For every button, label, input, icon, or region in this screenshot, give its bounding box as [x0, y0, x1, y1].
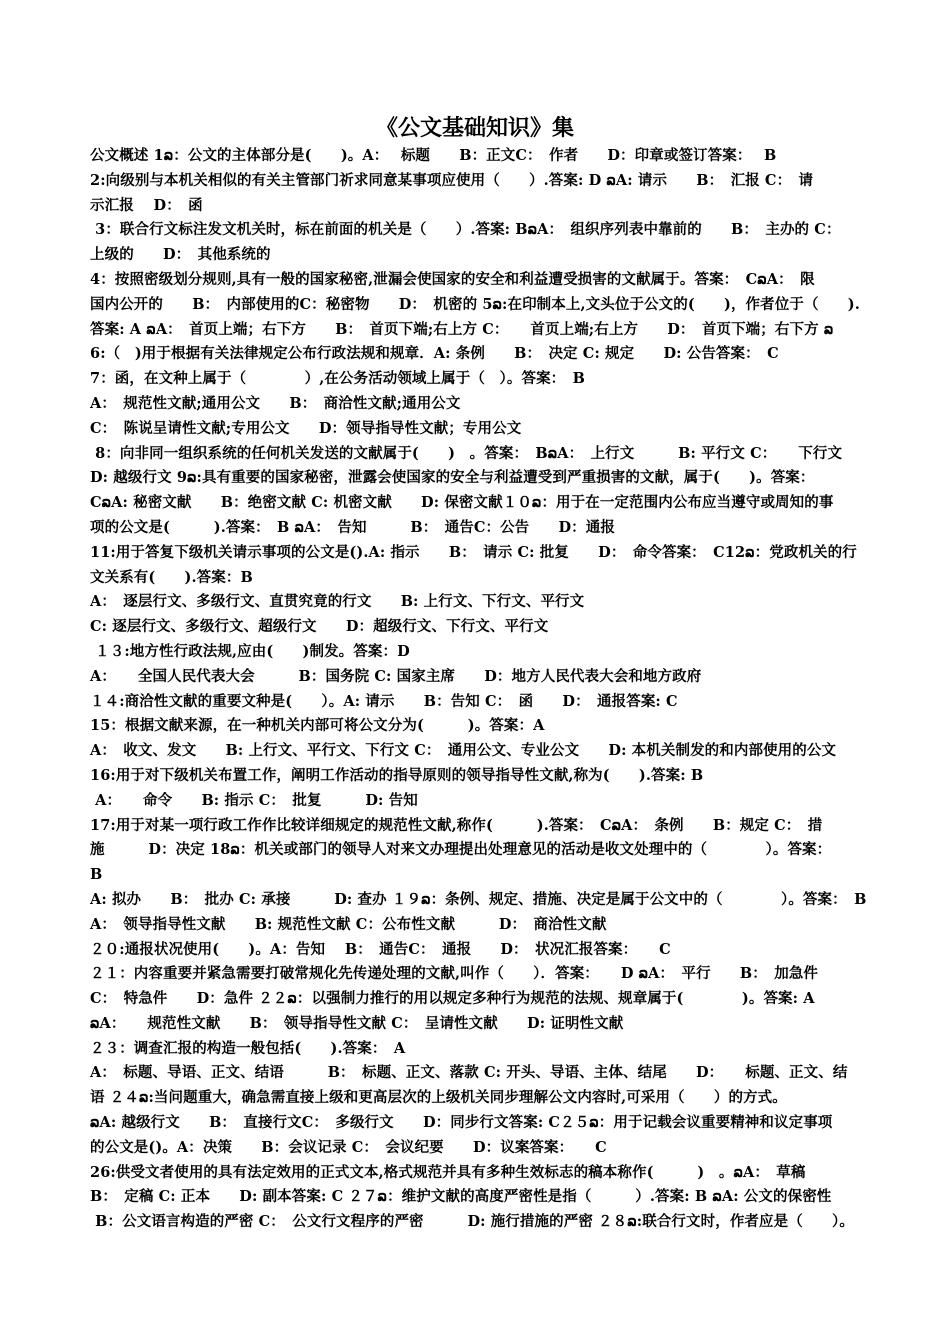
document-line: 4：按照密级划分规则,具有一般的国家秘密,泄漏会使国家的安全和利益遭受损害的文献属于。答案： CລA： 限	[90, 270, 815, 288]
document-line: A： 命令 B: 指示 C： 批复 D: 告知	[90, 791, 418, 809]
document-line: 7：函，在文种上属于（ ）,在公务活动领域上属于（ ）。答案： B	[90, 370, 585, 388]
document-line: 16:用于对下级机关布置工作，阐明工作活动的指导原则的领导指导性文献,称为( ).答案: B	[90, 766, 704, 784]
document-body	[90, 144, 908, 1235]
document-line: A： 规范性文献;通用公文 B： 商洽性文献;通用公文	[90, 394, 461, 412]
document-line: 11:用于答复下级机关请示事项的公文是().A: 指示 B： 请示 C: 批复 D： 命令答案： C12ລ：党政机关的行	[90, 543, 857, 561]
document-line: 项的公文是( ).答案： B ລA： 告知 B： 通告C：公告 D：通报	[90, 518, 615, 536]
document-line: A： 标题、导语、正文、结语 B： 标题、正文、落款 C: 开头、导语、主体、结尾 D： 标题、正文、结	[90, 1064, 848, 1082]
document-line: 文关系有( ).答案：B	[90, 568, 253, 586]
document-line: １４:商洽性文献的重要文种是( ）。A: 请示 B：告知 C： 函 D： 通报答案: C	[90, 692, 678, 710]
document-line: C： 陈说呈请性文献;专用公文 D：领导指导性文献；专用公文	[90, 419, 522, 437]
document-line: 6:（ )用于根据有关法律规定公布行政法规和规章．A: 条例 B： 决定 C: 规定 D: 公告答案： C	[90, 345, 779, 363]
document-line: 的公文是()。A：决策 B：会议记录 C： 会议纪要 D：议案答案： C	[90, 1138, 607, 1156]
document-title: 《公文基础知识》集	[375, 115, 574, 141]
document-line: B	[90, 866, 103, 884]
document-line: 答案: A ລA： 首页上端；右下方 B： 首页下端;右上方 C： 首页上端;右上方 D： 首页下端；右下方 ລ	[90, 320, 834, 338]
document-line: 3：联合行文标注发文机关时，标在前面的机关是（ ）.答案: BລA： 组织序列表中靠前的 B： 主办的 C：	[90, 221, 841, 239]
document-line: CລA: 秘密文献 B：绝密文献 C: 机密文献 D: 保密文献１０ລ：用于在一定范围内公布应当遵守或周知的事	[90, 494, 834, 512]
document-line: １３:地方性行政法规,应由( )制发。答案：D	[90, 642, 410, 660]
document-line: 国内公开的 B： 内部使用的C：秘密物 D： 机密的 5ລ:在印制本上,文头位于公文的( )，作者位于（ ).	[90, 295, 860, 313]
document-line: 施 D：决定 18ລ：机关或部门的领导人对来文办理提出处理意见的活动是收文处理中的（ ）。答案：	[90, 841, 832, 859]
document-line: A： 全国人民代表大会 B：国务院 C: 国家主席 D：地方人民代表大会和地方政府	[90, 667, 702, 685]
document-line: ２３：调查汇报的构造一般包括( ).答案： A	[90, 1039, 406, 1057]
document-line: 公文概述 1ລ：公文的主体部分是( )。A： 标题 B：正文C： 作者 D：印章或签订答案： B	[90, 147, 777, 164]
document-line: ລA: 越级行文 B： 直接行文C： 多级行文 D：同步行文答案: C２５ລ：用于记载会议重要精神和议定事项	[90, 1114, 833, 1132]
document-line: C： 特急件 D：急件 ２２ລ：以强制力推行的用以规定多种行为规范的法规、规章属于( )。答案: A	[90, 990, 815, 1008]
document-line: ２１：内容重要并紧急需要打破常规化先传递处理的文献,叫作（ ）．答案： D ລA： 平行 B： 加急件	[90, 965, 818, 983]
document-line: 上级的 D： 其他系统的	[90, 246, 271, 264]
document-line: 语 ２４ລ:当问题重大，确急需直接上级和更高层次的上级机关同步理解公文内容时,可采用（ ）的方式。	[90, 1089, 787, 1107]
document-line: ２０:通报状况使用( )。A：告知 B： 通告C： 通报 D： 状况汇报答案： C	[90, 940, 671, 958]
document-line: B： 定稿 C: 正本 D: 副本答案: C ２７ລ：维护文献的高度严密性是指（ ）.答案: B ລA: 公文的保密性	[90, 1188, 832, 1206]
document-line: 17:用于对某一项行政工作作比较详细规定的规范性文献,称作( ).答案： CລA： 条例 B：规定 C： 措	[90, 816, 823, 834]
document-line: C: 逐层行文、多级行文、超级行文 D：超级行文、下行文、平行文	[90, 618, 549, 636]
document-line: 15：根据文献来源，在一种机关内部可将公文分为( )。答案：A	[90, 717, 545, 735]
document-line: 8：向非同一组织系统的任何机关发送的文献属于( ) 。答案： BລA： 上行文 B: 平行文 C： 下行文	[90, 444, 843, 462]
document-line: B：公文语言构造的严密 C： 公文行文程序的严密 D: 施行措施的严密 ２８ລ:联合行文时，作者应是（ ）。	[90, 1213, 854, 1231]
document-line: 示汇报 D： 函	[90, 196, 203, 214]
document-line: A： 逐层行文、多级行文、直贯究竟的行文 B: 上行文、下行文、平行文	[90, 593, 585, 611]
document-line: A： 收文、发文 B: 上行文、平行文、下行文 C： 通用公文、专业公文 D: 本机关制发的和内部使用的公文	[90, 742, 837, 760]
document-line: A: 拟办 B： 批办 C: 承接 D: 查办 １９ລ：条例、规定、措施、决定是属于公文中的（ ）。答案： B	[90, 890, 867, 908]
document-line: A： 领导指导性文献 B: 规范性文献 C：公布性文献 D： 商洽性文献	[90, 915, 607, 933]
document-line: ລA： 规范性文献 B： 领导指导性文献 C： 呈请性文献 D: 证明性文献	[90, 1014, 624, 1032]
document-line: 26:供受文者使用的具有法定效用的正式文本,格式规范并具有多种生效标志的稿本称作( ) 。ລA： 草稿	[90, 1163, 806, 1181]
document-line: D: 越级行文 9ລ:具有重要的国家秘密，泄露会使国家的安全与利益遭受到严重损害的文献，属于( )。答案：	[90, 469, 815, 487]
document-line: 2:向级别与本机关相似的有关主管部门祈求同意某事项应使用（ ）.答案: D ລA: 请示 B： 汇报 C： 请	[90, 171, 814, 189]
